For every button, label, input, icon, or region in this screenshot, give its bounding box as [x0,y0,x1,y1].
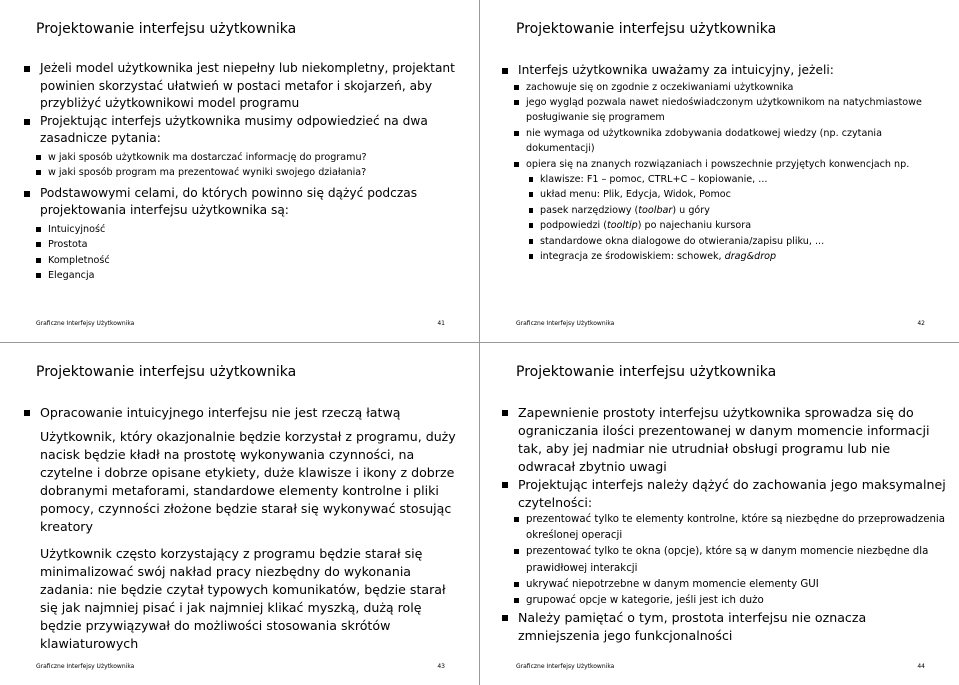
slide-footer [36,663,445,671]
emphasis-text: drag&drop [724,251,777,263]
sub-bullet-item: Prostota [24,237,467,252]
sub-bullet-item: prezentować tylko te elementy kontrolne, które są niezbędne do przeprowadzenia określonej operacji [502,512,947,544]
bullet-item: Interfejs użytkownika uważamy za intuicyjny, jeżeli: [502,62,947,80]
sub-bullet-item: Elegancja [24,268,467,283]
sub-sub-bullet-item: układ menu: Plik, Edycja, Widok, Pomoc [502,187,947,202]
emphasis-text: toolbar [638,204,673,216]
sub-bullet-item: Kompletność [24,253,467,268]
sub-bullet-item: w jaki sposób program ma prezentować wyniki swojego działania? [24,165,467,180]
text-segment: ) u góry [672,204,710,216]
sub-sub-bullet-item [502,203,947,218]
sub-bullet-item: w jaki sposób użytkownik ma dostarczać informację do programu? [24,150,467,165]
bullet-item: Projektując interfejs użytkownika musimy odpowiedzieć na dwa zasadnicze pytania: [24,113,467,148]
slide-footer [516,320,925,328]
footer-course: Graficzne Interfejsy Użytkownika [516,663,615,670]
sub-bullet-item: zachowuje się on zgodnie z oczekiwaniami użytkownika [502,80,947,95]
footer-course: Graficzne Interfejsy Użytkownika [36,320,135,327]
emphasis-text: tooltip [607,220,638,232]
slide-footer [36,320,445,328]
slide-41 [0,0,479,342]
sub-bullet-item: ukrywać niepotrzebne w danym momencie elementy GUI [502,577,947,593]
bullet-item: Podstawowymi celami, do których powinno się dążyć podczas projektowania interfejsu użytkownika są: [24,185,467,220]
slide-footer [516,663,925,671]
spacer [24,536,467,545]
footer-course: Graficzne Interfejsy Użytkownika [36,663,135,670]
sub-bullet-item: prezentować tylko te okna (opcje), które są w danym momencie niezbędne dla prawidłowej interakcji [502,544,947,576]
sub-sub-bullet-item: klawisze: F1 – pomoc, CTRL+C – kopiowanie, ... [502,172,947,187]
footer-course: Graficzne Interfejsy Użytkownika [516,320,615,327]
slide-body [502,62,947,264]
text-segment: podpowiedzi ( [540,220,608,232]
bullet-item: Jeżeli model użytkownika jest niepełny lub niekompletny, projektant powinien skorzystać ułatwień w postaci metafor i skojarzeń, aby przybliżyć użytkownikowi model programu [24,60,467,113]
text-segment: pasek narzędziowy ( [540,204,639,216]
text-segment: ) po najechaniu kursora [637,220,752,232]
bullet-item: Projektując interfejs należy dążyć do zachowania jego maksymalnej czytelności: [502,476,947,512]
paragraph: Użytkownik często korzystający z programu będzie starał się minimalizować swój nakład pracy niezbędny do wykonania zadania: nie będzie czytał typowych komunikatów, będzie starał się jak najmniej pisać i jak najmniej klikać myszką, dużą rolę będzie przywiązywał do możliwości stosowania skrótów klawiaturowych [40,546,446,651]
sub-sub-bullet-item: standardowe okna dialogowe do otwierania/zapisu pliku, ... [502,234,947,249]
slide-title: Projektowanie interfejsu użytkownika [516,21,777,37]
bullet-item: Opracowanie intuicyjnego interfejsu nie jest rzeczą łatwą [24,404,467,422]
slide-title: Projektowanie interfejsu użytkownika [36,21,297,37]
sub-bullet-item: Intuicyjność [24,222,467,237]
sub-sub-bullet-item [502,249,947,264]
slide-42 [480,0,959,342]
slide-body [24,60,467,284]
bullet-item: Zapewnienie prostoty interfejsu użytkownika sprowadza się do ograniczania ilości prezentowanej w danym momencie informacji tak, aby jej nadmiar nie utrudniał obsługi programu lub nie odwracał zbytnio uwagi [502,404,947,476]
page-number: 44 [917,663,925,670]
paragraph: Użytkownik, który okazjonalnie będzie korzystał z programu, duży nacisk będzie kładł na prostotę wykonywania czynności, na czytelne i dobrze opisane etykiety, duże klawisze i ikony z dobrze dobranymi metaforami, standardowe elementy kontrolne i pliki pomocy, czynności złożone będzie starał się wykonywać stosując kreatory [40,429,456,534]
slide-43 [0,343,479,685]
page-number: 43 [437,663,445,670]
slide-body [24,404,467,653]
page-number: 41 [437,320,445,327]
sub-bullet-item: nie wymaga od użytkownika zdobywania dodatkowej wiedzy (np. czytania dokumentacji) [502,126,947,157]
sub-sub-bullet-item [502,218,947,233]
sub-bullet-item: grupować opcje w kategorie, jeśli jest ich dużo [502,593,947,609]
bullet-item: Należy pamiętać o tym, prostota interfejsu nie oznacza zmniejszenia jego funkcjonalności [502,609,947,645]
sub-bullet-item: opiera się na znanych rozwiązaniach i powszechnie przyjętych konwencjach np. [502,157,947,172]
slide-title: Projektowanie interfejsu użytkownika [36,364,297,380]
page-number: 42 [917,320,925,327]
text-segment: integracja ze środowiskiem: schowek, [540,251,725,263]
slide-body [502,404,947,645]
slide-title: Projektowanie interfejsu użytkownika [516,364,777,380]
slide-44 [480,343,959,685]
sub-bullet-item: jego wygląd pozwala nawet niedoświadczonym użytkownikom na natychmiastowe posługiwanie się programem [502,95,947,126]
